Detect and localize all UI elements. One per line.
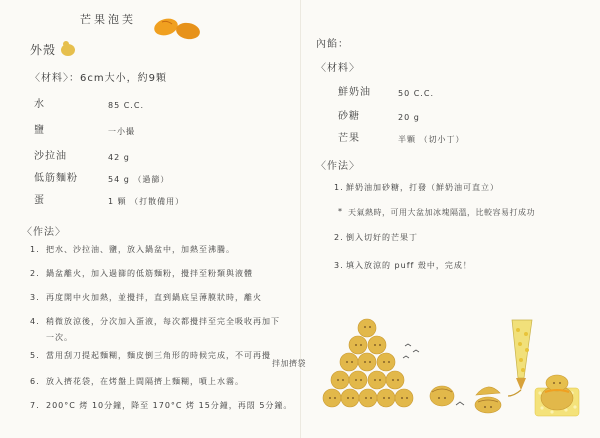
step-number: 5. — [30, 351, 40, 360]
ingredient-amount: 42 g — [108, 153, 130, 162]
filling-materials-heading: 〈材料〉 — [316, 63, 360, 74]
shell-materials-heading: 〈材料〉：6cm大小，約9顆 — [30, 73, 167, 84]
mango-icon — [152, 16, 201, 41]
ingredient-name: 水 — [34, 99, 45, 110]
ingredient-amount: 20 g — [398, 113, 420, 122]
opened-puff-icon — [430, 386, 464, 406]
step-number: 3. — [30, 293, 40, 302]
step-text: 放入擠花袋，在烤盤上間隔擠上麵糊，噴上水霧。 — [46, 377, 244, 386]
filling-heading: 內餡： — [316, 39, 349, 50]
ingredient-name: 芒果 — [338, 133, 360, 144]
step-text: 填入放涼的 puff 殼中，完成！ — [346, 261, 472, 270]
step-number: 2. — [30, 269, 40, 278]
bird-icons — [403, 344, 419, 358]
step-number: 2. — [334, 233, 344, 242]
step-text: 倒入切好的芒果丁 — [346, 233, 418, 242]
step-text: 再度開中火加熱，並攪拌，直到鍋底呈薄膜狀時，離火 — [46, 293, 262, 302]
ingredient-name: 蛋 — [34, 195, 45, 206]
split-puff-icon — [475, 387, 501, 413]
ingredient-name: 鮮奶油 — [338, 87, 371, 98]
ingredient-amount: 85 C.C. — [108, 101, 144, 110]
step-text: 200°C 烤 10分鐘，降至 170°C 烤 15分鐘，再悶 5分鐘。 — [46, 401, 293, 410]
page-title: 芒果泡芙 — [80, 13, 136, 26]
ingredient-amount: 50 C.C. — [398, 89, 434, 98]
piping-bag-icon — [508, 320, 532, 396]
ingredient-amount: 1 顆 （打散備用） — [108, 197, 185, 206]
ingredient-name: 鹽 — [34, 125, 45, 136]
filling-method-heading: 〈作法〉 — [316, 161, 360, 172]
step-text-continued: 一次。 — [46, 333, 73, 342]
step-number: 1. — [30, 245, 40, 254]
step-number: 1. — [334, 183, 344, 192]
step-text: 當用刮刀提起麵糊，麵皮倒三角形的時候完成，不可再攪 — [46, 351, 271, 360]
step-number: 4. — [30, 317, 40, 326]
step-text: 把水、沙拉油、鹽，放入鍋盆中，加熱至沸騰。 — [46, 245, 235, 254]
step-text: 鍋盆離火，加入過篩的低筋麵粉，攪拌至粉類與液體 — [46, 269, 253, 278]
shell-heading: 外殼 — [30, 43, 57, 57]
ingredient-name: 沙拉油 — [34, 151, 67, 162]
ingredient-amount: 54 g （過篩） — [108, 175, 170, 184]
puff-pyramid-icon — [323, 319, 413, 407]
step-number: 6. — [30, 377, 40, 386]
ingredient-amount: 一小撮 — [108, 127, 135, 136]
ingredient-name: 砂糖 — [338, 111, 360, 122]
step-number: 3. — [334, 261, 344, 270]
shell-method-heading: 〈作法〉 — [22, 227, 66, 238]
step-text: 鮮奶油加砂糖，打發（鮮奶油可直立） — [346, 183, 499, 192]
step-number: 7. — [30, 401, 40, 410]
step-text: 稍微放涼後，分次加入蛋液，每次都攪拌至完全吸收再加下 — [46, 317, 280, 326]
ingredient-amount: 半顆 （切小丁） — [398, 135, 465, 144]
step-side-note: 拌加擠袋 — [272, 359, 306, 368]
filled-puff-icon — [535, 375, 579, 416]
small-puff-icon — [61, 41, 75, 56]
ingredient-name: 低筋麵粉 — [34, 173, 78, 184]
step-tip-text: 天氣熱時，可用大盆加冰塊隔溫，比較容易打成功 — [348, 208, 535, 217]
step-tip-marker: * — [338, 207, 343, 216]
